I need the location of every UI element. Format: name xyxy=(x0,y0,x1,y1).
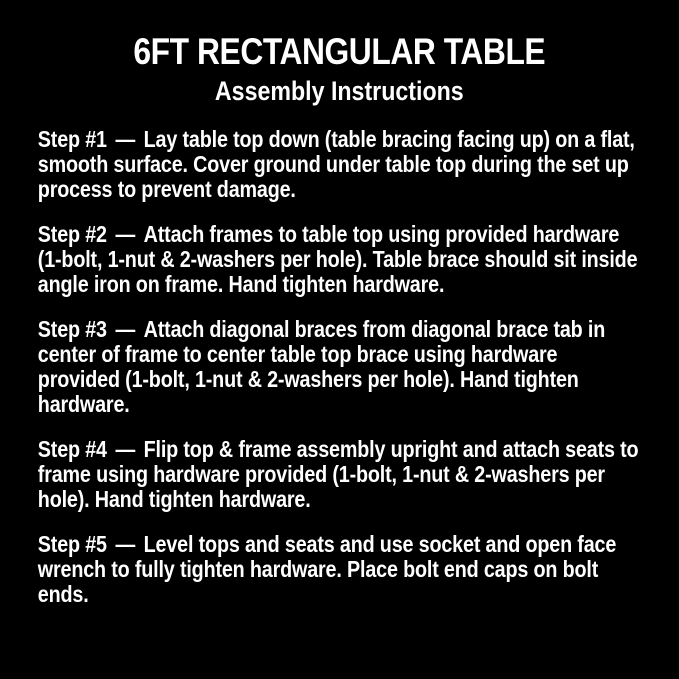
em-dash: — xyxy=(115,436,136,462)
step-list xyxy=(38,127,641,607)
step-5-text: Level tops and seats and use socket and open face wrench to fully tighten hardware. Place bolt end caps on bolt ends. xyxy=(37,531,617,607)
page-subtitle: Assembly Instructions xyxy=(214,76,464,106)
step-3-text: Attach diagonal braces from diagonal brace tab in center of frame to center table top brace using hardware provided (1-bolt, 1-nut & 2-washers per hole). Hand tighten hardware. xyxy=(37,316,606,417)
step-2-text: Attach frames to table top using provided hardware (1-bolt, 1-nut & 2-washers per hole). Table brace should sit inside angle iron on frame. Hand tighten hardware. xyxy=(37,221,638,297)
em-dash: — xyxy=(115,221,136,247)
step-3-instruction xyxy=(38,317,641,417)
step-3-label: Step #3 xyxy=(37,316,107,342)
step-4-label: Step #4 xyxy=(37,436,107,462)
em-dash: — xyxy=(115,316,136,342)
step-4-text: Flip top & frame assembly upright and attach seats to frame using hardware provided (1-bolt, 1-nut & 2-washers per hole). Hand tighten hardware. xyxy=(37,436,639,512)
step-1-label: Step #1 xyxy=(37,126,107,152)
page-title: 6FT RECTANGULAR TABLE xyxy=(133,31,546,72)
step-4-instruction xyxy=(38,437,641,512)
step-1-text: Lay table top down (table bracing facing up) on a flat, smooth surface. Cover ground under table top during the set up process to prevent damage. xyxy=(37,126,635,202)
em-dash: — xyxy=(115,531,136,557)
em-dash: — xyxy=(115,126,136,152)
step-2-label: Step #2 xyxy=(37,221,107,247)
step-5-instruction xyxy=(38,532,641,607)
step-5-label: Step #5 xyxy=(37,531,107,557)
step-2-instruction xyxy=(38,222,641,297)
step-1-instruction xyxy=(38,127,641,202)
